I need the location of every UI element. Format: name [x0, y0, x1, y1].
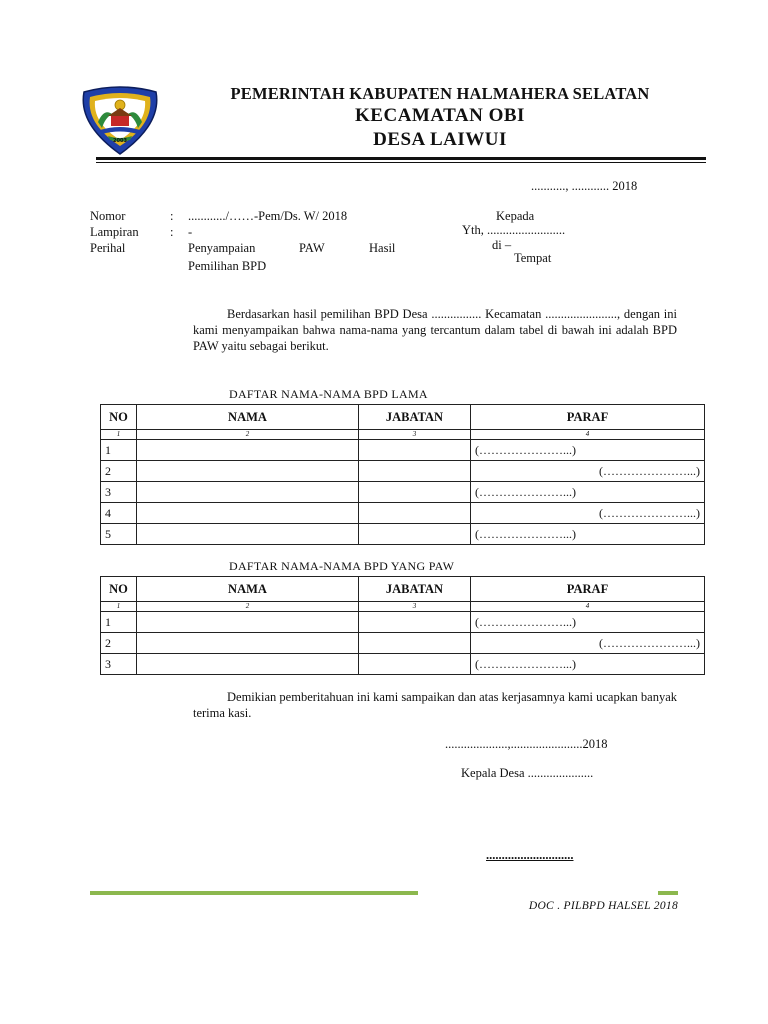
paraf-cell: (…………………...) — [471, 633, 705, 654]
row-number: 1 — [101, 440, 137, 461]
nomor-separator: : — [170, 209, 174, 223]
footer-doc-code: DOC . PILBPD HALSEL 2018 — [528, 900, 678, 912]
table-row — [101, 633, 705, 654]
paraf-cell: (…………………...) — [471, 503, 705, 524]
paraf-cell: (…………………...) — [471, 524, 705, 545]
col-header-no: NO — [101, 577, 137, 602]
nama-cell[interactable] — [137, 461, 359, 482]
letter-date: ..........., ............ 2018 — [531, 179, 638, 193]
nama-cell[interactable] — [137, 440, 359, 461]
logo-year-text: 2003 — [113, 138, 127, 144]
jabatan-cell[interactable] — [359, 482, 471, 503]
signature-place-date: ....................,.......................2018 — [445, 737, 608, 751]
col-index: 2 — [137, 602, 359, 612]
signature-name-line: ............................ — [486, 848, 574, 862]
perihal-line-2: Pemilihan BPD — [188, 259, 267, 273]
table-row — [101, 440, 705, 461]
row-number: 3 — [101, 654, 137, 675]
col-header-paraf: PARAF — [471, 405, 705, 430]
table-row — [101, 482, 705, 503]
col-header-nama: NAMA — [137, 577, 359, 602]
col-index: 2 — [137, 430, 359, 440]
jabatan-cell[interactable] — [359, 524, 471, 545]
col-index: 1 — [101, 602, 137, 612]
jabatan-cell[interactable] — [359, 654, 471, 675]
lampiran-value: - — [188, 225, 193, 239]
row-number: 2 — [101, 461, 137, 482]
signature-title: Kepala Desa ..................... — [461, 766, 594, 780]
table-row — [101, 612, 705, 633]
nama-cell[interactable] — [137, 654, 359, 675]
col-index: 3 — [359, 602, 471, 612]
body-paragraph: Berdasarkan hasil pemilihan BPD Desa ................ Kecamatan ......................., dengan ini kami menyampaikan bahwa nama-nama yang tercantum dalam tabel di bawah ini adalah BPD PAW yaitu sebagai berikut. — [193, 307, 677, 353]
regency-logo — [78, 84, 162, 156]
nama-cell[interactable] — [137, 633, 359, 654]
nama-cell[interactable] — [137, 482, 359, 503]
table1-title: DAFTAR NAMA-NAMA BPD LAMA — [229, 387, 428, 401]
nomor-value: ............/……-Pem/Ds. W/ 2018 — [188, 209, 348, 223]
lampiran-label: Lampiran — [90, 225, 139, 239]
table-bpd-paw — [100, 576, 705, 675]
jabatan-cell[interactable] — [359, 612, 471, 633]
recipient-di: di – — [492, 238, 512, 252]
nomor-label: Nomor — [90, 209, 126, 223]
nama-cell[interactable] — [137, 503, 359, 524]
col-header-nama: NAMA — [137, 405, 359, 430]
perihal-word-3: Hasil — [369, 241, 396, 255]
closing-paragraph: Demikian pemberitahuan ini kami sampaikan dan atas kerjasamnya kami ucapkan banyak terima kasi. — [193, 690, 677, 720]
jabatan-cell[interactable] — [359, 503, 471, 524]
table-row — [101, 524, 705, 545]
col-index: 3 — [359, 430, 471, 440]
perihal-word-2: PAW — [299, 241, 325, 255]
row-number: 2 — [101, 633, 137, 654]
header-village: DESA LAIWUI — [373, 129, 507, 150]
table-bpd-lama — [100, 404, 705, 545]
header-divider — [96, 157, 706, 163]
table2-title: DAFTAR NAMA-NAMA BPD YANG PAW — [229, 559, 455, 573]
lampiran-separator: : — [170, 225, 174, 239]
paraf-cell: (…………………...) — [471, 612, 705, 633]
perihal-label: Perihal — [90, 241, 126, 255]
recipient-tempat: Tempat — [514, 251, 552, 265]
jabatan-cell[interactable] — [359, 440, 471, 461]
jabatan-cell[interactable] — [359, 633, 471, 654]
row-number: 5 — [101, 524, 137, 545]
recipient-yth: Yth, ......................... — [462, 223, 566, 237]
nama-cell[interactable] — [137, 524, 359, 545]
table-row — [101, 461, 705, 482]
header-regency: PEMERINTAH KABUPATEN HALMAHERA SELATAN — [230, 84, 650, 103]
row-number: 4 — [101, 503, 137, 524]
col-index: 1 — [101, 430, 137, 440]
paraf-cell: (…………………...) — [471, 461, 705, 482]
col-header-jabatan: JABATAN — [359, 577, 471, 602]
recipient-kepada: Kepada — [496, 209, 535, 223]
col-header-jabatan: JABATAN — [359, 405, 471, 430]
footer-rule-right — [658, 891, 678, 895]
nama-cell[interactable] — [137, 612, 359, 633]
footer-rule-left — [90, 891, 418, 895]
table-row — [101, 654, 705, 675]
perihal-word-1: Penyampaian — [188, 241, 256, 255]
col-header-paraf: PARAF — [471, 577, 705, 602]
col-index: 4 — [471, 430, 705, 440]
row-number: 3 — [101, 482, 137, 503]
jabatan-cell[interactable] — [359, 461, 471, 482]
paraf-cell: (…………………...) — [471, 440, 705, 461]
col-index: 4 — [471, 602, 705, 612]
row-number: 1 — [101, 612, 137, 633]
table-row — [101, 503, 705, 524]
paraf-cell: (…………………...) — [471, 654, 705, 675]
header-district: KECAMATAN OBI — [355, 105, 525, 126]
col-header-no: NO — [101, 405, 137, 430]
paraf-cell: (…………………...) — [471, 482, 705, 503]
